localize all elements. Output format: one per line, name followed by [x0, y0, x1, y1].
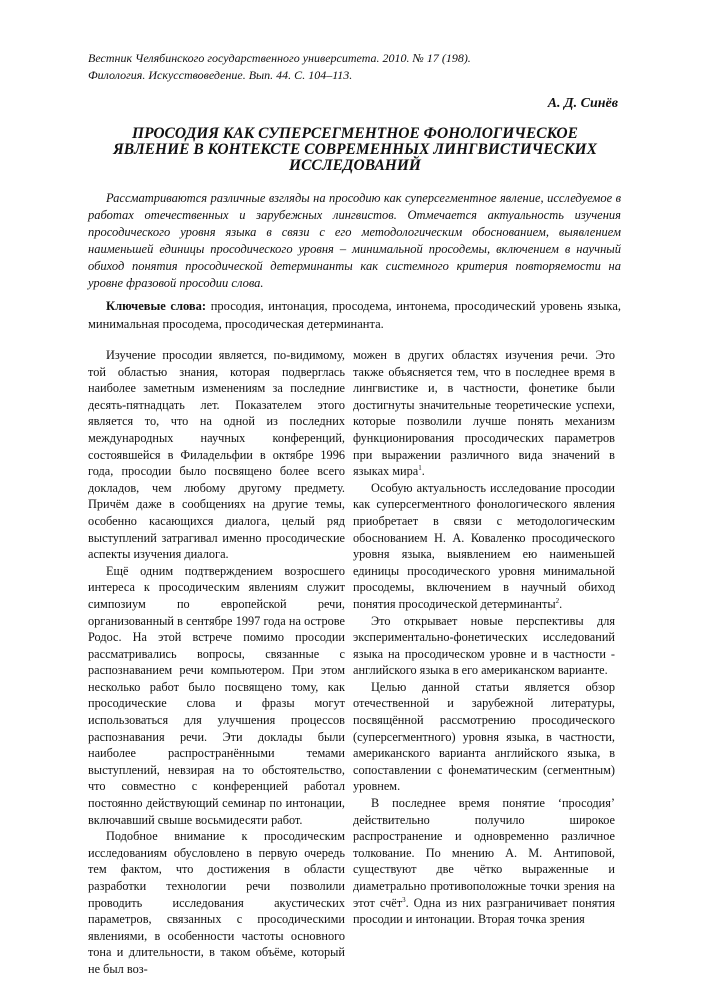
left-column — [88, 347, 345, 978]
footnote-ref-1: 1 — [418, 464, 422, 473]
left-paragraph-2: Ещё одним подтверждением возросшего интереса к просодическим явлениям служит симпозиум по европейской речи, организованный в сентябре 1997 года на острове Родос. На этой встрече помимо просодии рассматривались вопросы, связанные с распознаванием речи компьютером. При этом несколько работ было посвящено тому, как просодические слова и фразы могут использоваться для улучшения процессов распознавания речи. Эти доклады были наиболее распространёнными темами выступлений, невзирая на то обстоятельство, что совместно с конференцией работал постоянно действующий семинар по интонации, включавший свыше восьмидесяти работ. — [88, 563, 345, 827]
right-paragraph-3: Это открывает новые перспективы для экспериментально-фонетических исследований языка на просодическом уровне и в частности - английского языка в его американском варианте. — [353, 613, 615, 678]
right-paragraph-2 — [353, 480, 615, 613]
footnote-ref-3: 3 — [402, 895, 406, 904]
right-paragraph-2-text: Особую актуальность исследование просодии как суперсегментного фонологического явления приобретает в связи с методологическим обоснованием Н. А. Коваленко просодического уровня языка, выявлением ею наименьшей единицы просодического уровня минимальной просодемы, включением в научный обиход понятия просодической детерминанты — [353, 480, 615, 611]
journal-citation-line-2: Филология. Искусствоведение. Вып. 44. С. 104–113. — [88, 68, 353, 82]
journal-citation-line-1: Вестник Челябинского государственного университета. 2010. № 17 (198). — [88, 51, 471, 65]
keywords-text: просодия, интонация, просодема, интонема, просодический уровень языка, минимальная просодема, просодическая детерминанта. — [88, 299, 621, 331]
right-column — [353, 347, 615, 928]
left-paragraph-3: Подобное внимание к просодическим исследованиям обусловлено в первую очередь тем фактом, что достижения в области разработки технологии речи позволили проводить исследования акустических параметров, связанных с просодическими явлениями, в особенности частоты основного тона и длительности, в таком объёме, который не был воз- — [88, 829, 345, 976]
author-name: А. Д. Синёв — [547, 96, 618, 111]
right-paragraph-5-end: . Одна из них разграничивает понятия просодии и интонации. Вторая точка зрения — [353, 895, 616, 927]
abstract: Рассматриваются различные взгляды на просодию как суперсегментное явление, исследуемое в работах отечественных и зарубежных лингвистов. Отмечается актуальность изучения просодического уровня языка в связи с его методологическим обоснованием, выявлением наименьшей единицы просодического уровня – минимальной просодемы, включением в научный обиход понятия просодической детерминанты как системного критерия повторяемости на уровне фразовой просодии слова. — [88, 191, 621, 291]
footnote-ref-2: 2 — [555, 596, 560, 605]
right-paragraph-2-end: . — [559, 596, 563, 611]
right-paragraph-1 — [353, 347, 615, 480]
left-paragraph-1: Изучение просодии является, по-видимому, той областью знания, которая подверглась наиболее заметным изменениям за последние десять-пятнадцать лет. Показателем этого является то, что на одной из последних международных научных конференций, состоявшейся в Филадельфии в октябре 1996 года, просодии было посвящено более всего докладов, чем любому другому предмету. Причём даже в сообщениях на другие темы, особенно касающихся диалога, целый ряд выступлений затрагивал именно просодические аспекты изучения диалога. — [88, 348, 345, 562]
right-paragraph-5-text: В последнее время понятие ‘просодия’ действительно получило широкое распространение и одновременно различное толкование. По мнению А. М. Антиповой, существуют две чётко выраженные и диаметрально противоположные точки зрения на этот счёт — [353, 796, 615, 910]
journal-header — [88, 50, 628, 84]
right-paragraph-5 — [353, 795, 615, 928]
article-title: ПРОСОДИЯ КАК СУПЕРСЕГМЕНТНОЕ ФОНОЛОГИЧЕСКОЕ ЯВЛЕНИЕ В КОНТЕКСТЕ СОВРЕМЕННЫХ ЛИНГВИСТИЧЕСКИХ ИССЛЕДОВАНИЙ — [113, 125, 597, 174]
right-paragraph-4: Целью данной статьи является обзор отечественной и зарубежной литературы, посвящённой рассмотрению просодического (суперсегментного) уровня языка, в частности, американского варианта английского языка, в сопоставлении с фонематическим (сегментным) уровнем. — [353, 679, 615, 794]
right-paragraph-1-text: можен в других областях изучения речи. Это также объясняется тем, что в последнее время в лингвистике и, в частности, фонетике были достигнуты значительные теоретические успехи, которые позволили лучше понять механизм функционирования просодических параметров при выражении различного вида значений в языках мира — [353, 348, 615, 479]
keywords-label: Ключевые слова: — [106, 299, 207, 313]
keywords — [88, 297, 621, 333]
right-paragraph-1-end: . — [421, 464, 425, 479]
